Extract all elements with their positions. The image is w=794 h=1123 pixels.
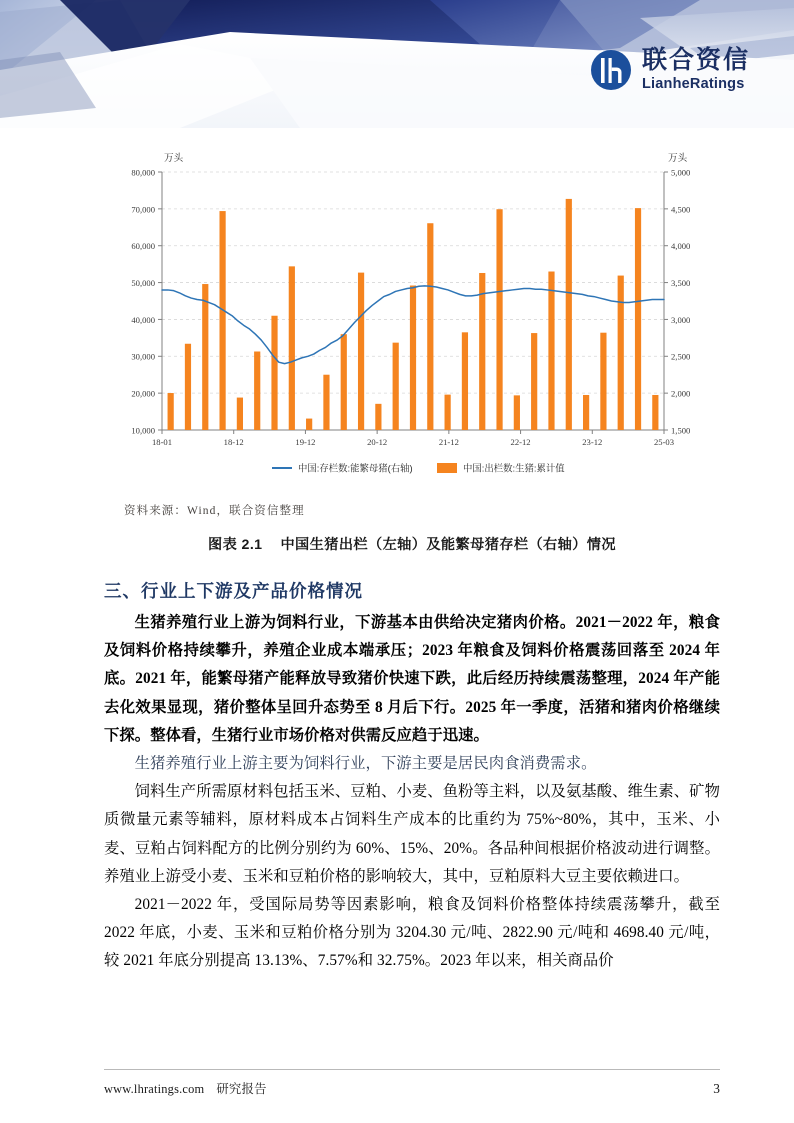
svg-text:22-12: 22-12 <box>510 437 531 447</box>
page-footer <box>0 1069 794 1097</box>
paragraph-1: 生猪养殖行业上游为饲料行业，下游基本由供给决定猪肉价格。2021－2022 年，粮食及饲料价格持续攀升，养殖企业成本端承压；2023 年粮食及饲料价格震荡回落至 2024 年底。2021 年，能繁母猪产能释放导致猪价快速下跌，此后经历持续震荡整理，2024 年产能去化效果显现，猪价整体呈回升态势至 8 月后下行。2025 年一季度，活猪和猪肉价格继续下探。整体看，生猪行业市场价格对供需反应趋于迅速。 <box>104 614 720 744</box>
footer-page-number: 3 <box>713 1081 720 1096</box>
svg-text:30,000: 30,000 <box>131 351 155 362</box>
brand-logo <box>589 48 750 92</box>
figure-2-1 <box>0 142 794 554</box>
figure-source-note: 资料来源：Wind，联合资信整理 <box>124 505 305 517</box>
svg-text:20,000: 20,000 <box>131 388 155 399</box>
lianhe-ratings-logo-icon <box>589 48 633 92</box>
brand-name-en: LianheRatings <box>641 76 745 93</box>
svg-text:70,000: 70,000 <box>131 204 155 215</box>
svg-text:3,000: 3,000 <box>671 314 691 325</box>
svg-text:50,000: 50,000 <box>131 277 155 288</box>
footer-website[interactable]: www.lhratings.com <box>104 1082 205 1096</box>
svg-text:4,000: 4,000 <box>671 241 691 252</box>
svg-text:中国:出栏数:生猪:累计值: 中国:出栏数:生猪:累计值 <box>463 462 565 474</box>
svg-text:40,000: 40,000 <box>131 314 155 325</box>
section-heading: 三、行业上下游及产品价格情况 <box>104 581 363 601</box>
svg-text:21-12: 21-12 <box>438 437 459 447</box>
svg-text:万头: 万头 <box>164 153 184 164</box>
svg-text:80,000: 80,000 <box>131 167 155 178</box>
footer-divider <box>104 1069 720 1070</box>
svg-text:19-12: 19-12 <box>295 437 316 447</box>
svg-text:18-01: 18-01 <box>151 437 173 447</box>
svg-text:10,000: 10,000 <box>131 425 155 436</box>
paragraph-4: 2021－2022 年，受国际局势等因素影响，粮食及饲料价格整体持续震荡攀升，截至 2022 年底，小麦、玉米和豆粕价格分别为 3204.30 元/吨、2822.90 元/吨和 4698.40 元/吨，较 2021 年底分别提高 13.13%、7.57%和 32.75%。2023 年以来，相关商品价 <box>104 896 720 970</box>
page-content <box>0 128 794 976</box>
paragraph-3: 饲料生产所需原材料包括玉米、豆粕、小麦、鱼粉等主料，以及氨基酸、维生素、矿物质微量元素等辅料，原材料成本占饲料生产成本的比重约为 75%~80%，其中，玉米、小麦、豆粕占饲料配方的比例分别约为 60%、15%、20%。各品种间根据价格波动进行调整。养殖业上游受小麦、玉米和豆粕价格的影响较大，其中，豆粕原料大豆主要依赖进口。 <box>104 783 720 885</box>
svg-text:1,500: 1,500 <box>671 425 691 436</box>
svg-text:2,500: 2,500 <box>671 351 691 362</box>
chart-container <box>104 142 720 494</box>
paragraph-2: 生猪养殖行业上游主要为饲料行业，下游主要是居民肉食消费需求。 <box>134 755 597 773</box>
brand-name-cn: 联合资信 <box>641 46 750 75</box>
svg-text:2,000: 2,000 <box>671 388 691 399</box>
svg-text:中国:存栏数:能繁母猪(右轴): 中国:存栏数:能繁母猪(右轴) <box>298 462 413 474</box>
figure-caption-number: 图表 2.1 <box>208 537 263 553</box>
svg-text:万头: 万头 <box>668 153 688 164</box>
figure-caption <box>104 534 720 554</box>
svg-text:18-12: 18-12 <box>223 437 244 447</box>
svg-text:20-12: 20-12 <box>367 437 388 447</box>
svg-text:23-12: 23-12 <box>582 437 603 447</box>
svg-text:60,000: 60,000 <box>131 241 155 252</box>
figure-caption-text: 中国生猪出栏（左轴）及能繁母猪存栏（右轴）情况 <box>280 537 616 553</box>
footer-doc-type: 研究报告 <box>216 1082 267 1096</box>
page-header-banner <box>0 0 794 128</box>
body-text-area <box>0 609 794 976</box>
svg-text:3,500: 3,500 <box>671 277 691 288</box>
pig-inventory-chart <box>104 142 720 494</box>
footer-left-group <box>104 1079 267 1097</box>
svg-text:25-03: 25-03 <box>653 437 675 447</box>
svg-text:5,000: 5,000 <box>671 167 691 178</box>
svg-text:4,500: 4,500 <box>671 204 691 215</box>
